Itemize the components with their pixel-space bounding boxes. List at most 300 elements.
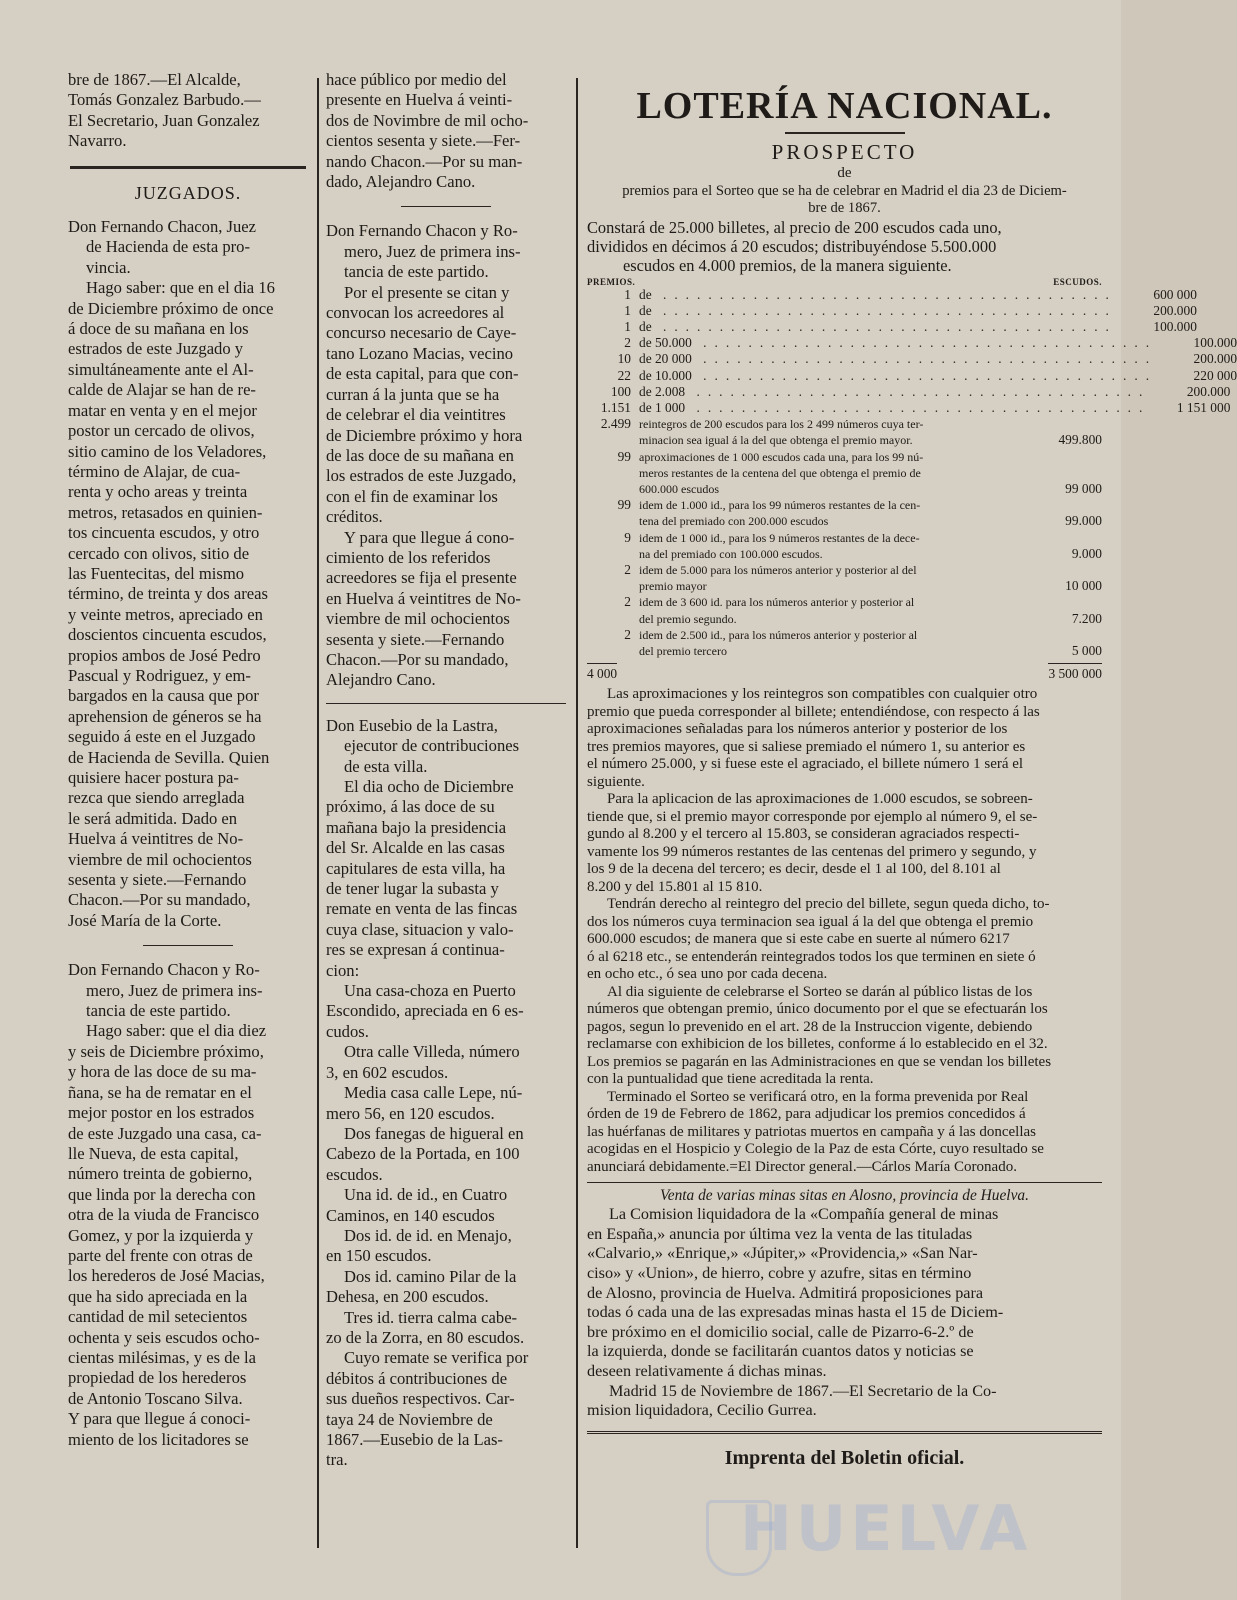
- text-line: los herederos de José Macias,: [68, 1266, 265, 1286]
- text-line: reclamarse con exhibicion de los billetes, conforme á lo establecido en el 32.: [587, 1036, 1048, 1053]
- text-line: cion:: [326, 960, 360, 980]
- prize-desc: [631, 335, 1157, 351]
- text-line: 3, en 602 escudos.: [326, 1062, 449, 1082]
- finca-item: [326, 1267, 566, 1308]
- prize-desc-text: de: [639, 286, 652, 302]
- text-line: tra.: [326, 1450, 348, 1470]
- text-line: á doce de su mañana en los: [68, 319, 249, 339]
- lottery-paragraph: [587, 1089, 1102, 1177]
- text-line: aprehension de géneros se ha: [68, 706, 262, 726]
- text-line: metros, retasados en quinien-: [68, 502, 263, 522]
- lottery-paragraph: [587, 791, 1102, 896]
- column-1: [68, 70, 308, 1450]
- text-line: dos de Novimbre de mil ocho-: [326, 110, 529, 130]
- text-line: ó al 6218 etc., se entenderán reintegrados todos los que terminen en siete ó: [587, 948, 1036, 965]
- prize-amount: 9.000: [1071, 545, 1102, 561]
- prize-count: 22: [617, 367, 631, 383]
- text-line: que linda por la derecha con: [68, 1184, 256, 1204]
- prize-desc-line: meros restantes de la centena del que obtenga el premio de: [639, 465, 921, 480]
- finca-item: [326, 1308, 566, 1349]
- text-line: aproximaciones señaladas para los números anterior y posterior de los: [587, 721, 1008, 738]
- prize-desc-text: de 10.000: [639, 367, 692, 383]
- prize-amount: 200.000: [1153, 302, 1197, 318]
- leader-dots: ........................................: [691, 335, 1158, 351]
- prize-desc-line: idem de 3 600 id. para los números anterior y posterior al: [639, 595, 915, 610]
- text-line: remate en venta de las fincas: [326, 899, 518, 919]
- leader-dots: ........................................: [691, 367, 1158, 383]
- lottery-intro-line: escudos en 4.000 premios, de la manera siguiente.: [623, 255, 952, 275]
- notice-eusebio-lastra: [326, 716, 566, 1471]
- text-line: bargados en la causa que por: [68, 686, 259, 706]
- prize-table: [587, 286, 1237, 660]
- prize-desc-text: de 2.008: [639, 383, 686, 399]
- lottery-intro: [587, 218, 1102, 275]
- prize-row: [587, 286, 1197, 303]
- text-line: El dia ocho de Diciembre: [344, 777, 514, 796]
- text-line: propios ambos de José Pedro: [68, 645, 261, 665]
- title-ornament: [785, 132, 905, 134]
- text-line: todas ó cada una de las expresadas minas hasta el 15 de Diciem-: [587, 1303, 1004, 1322]
- text-line: Otra calle Villeda, número: [344, 1042, 520, 1062]
- text-line: renta y ocho areas y treinta: [68, 482, 248, 502]
- text-line: y veinte metros, apreciado en: [68, 604, 263, 624]
- text-line: cientos sesenta y siete.—Fer-: [326, 131, 521, 151]
- leader-dots: ........................................: [685, 383, 1151, 399]
- prize-count: 1: [624, 286, 631, 302]
- text-line: término, de treinta y dos areas: [68, 584, 268, 604]
- prize-row: [587, 497, 1102, 529]
- text-line: tres premios mayores, que si saliese premiado el número 1, su anterior es: [587, 738, 1026, 755]
- text-line: las huérfanas de militares y patriotas muertos en campaña y á las doncellas: [587, 1123, 1037, 1140]
- prize-count: 99: [617, 448, 631, 464]
- prize-desc-line: idem de 1.000 id., para los 99 números restantes de la cen-: [639, 498, 921, 513]
- text-line: dado, Alejandro Cano.: [326, 172, 476, 192]
- text-line: Y para que llegue á cono-: [344, 527, 515, 547]
- prize-count: 2: [624, 626, 631, 642]
- text-line: ochenta y seis escudos ocho-: [68, 1327, 260, 1347]
- text-line: en Huelva á veintitres de No-: [326, 588, 521, 608]
- text-line: presente en Huelva á veinti-: [326, 90, 513, 110]
- prize-amount: 220 000: [1193, 367, 1237, 383]
- text-line: Dos id. de id. en Menajo,: [344, 1225, 512, 1245]
- lottery-paragraph: [587, 686, 1102, 791]
- leader-dots: ........................................: [651, 318, 1117, 334]
- text-line: Por el presente se citan y: [344, 282, 510, 302]
- text-line: José María de la Corte.: [68, 910, 222, 930]
- text-line: gundo al 8.200 y el tercero al 15.803, se consideran agraciados respecti-: [587, 826, 1020, 843]
- text-line: números que obtengan premio, único documento por el que se efectuarán los: [587, 1001, 1048, 1018]
- notice-divider: [143, 945, 233, 946]
- text-line: capitulares de esta villa, ha: [326, 858, 506, 878]
- lottery-intro-line: Constará de 25.000 billetes, al precio de 200 escudos cada uno,: [587, 217, 1002, 237]
- prize-row: [587, 399, 1231, 416]
- text-line: viembre de mil ochocientos: [68, 849, 252, 869]
- text-line: Chacon.—Por su mandado,: [68, 890, 251, 910]
- prize-row: [587, 383, 1231, 400]
- prize-row: [587, 351, 1237, 367]
- prize-desc-line: reintegros de 200 escudos para los 2 499 números cuya ter-: [639, 417, 924, 432]
- text-line: de Antonio Toscano Silva.: [68, 1388, 243, 1408]
- text-line: propiedad de los herederos: [68, 1368, 247, 1388]
- text-line: cientas milésimas, y es de la: [68, 1347, 257, 1367]
- text-line: Chacon.—Por su mandado,: [326, 649, 509, 669]
- prize-table-header: [587, 277, 1102, 287]
- text-line: vamente los 99 números restantes de las centenas del primero y segundo, y: [587, 843, 1037, 860]
- column-3: [587, 70, 1237, 1470]
- text-line: zo de la Zorra, en 80 escudos.: [326, 1327, 525, 1347]
- text-line: postor un cercado de olivos,: [68, 421, 255, 441]
- leader-dots: ........................................: [685, 399, 1151, 415]
- prize-desc: [631, 384, 1150, 400]
- notice-intro-line: ejecutor de contribuciones: [344, 736, 520, 756]
- prize-desc: [631, 594, 1022, 626]
- prize-amount: 99 000: [1065, 480, 1102, 496]
- text-line: Al dia siguiente de celebrarse el Sorteo se darán al público listas de los: [607, 983, 1033, 1000]
- column-rule: [317, 78, 319, 1548]
- prize-desc: [631, 449, 1022, 498]
- prize-row: [587, 562, 1102, 594]
- text-line: hace público por medio del: [326, 70, 507, 89]
- finca-item: [326, 1185, 566, 1226]
- minas-title: Venta de varias minas sitas en Alosno, provincia de Huelva.: [660, 1187, 1029, 1205]
- text-line: Las aproximaciones y los reintegros son compatibles con cualquier otro: [607, 686, 1038, 703]
- text-line: que ha sido apreciada en la: [68, 1286, 248, 1306]
- text-line: doscientos cincuenta escudos,: [68, 625, 267, 645]
- finca-item: [326, 1042, 566, 1083]
- text-line: escudos.: [326, 1164, 383, 1184]
- text-line: sesenta y siete.—Fernando: [68, 870, 247, 890]
- prize-desc: [631, 287, 1117, 303]
- text-line: cimiento de los referidos: [326, 547, 491, 567]
- text-line: Hago saber: que en el dia 16: [86, 278, 275, 298]
- text-line: del Sr. Alcalde en las casas: [326, 838, 505, 858]
- text-line: créditos.: [326, 507, 383, 527]
- prize-desc-line: minacion sea igual á la del que obtenga el premio mayor.: [639, 433, 913, 448]
- notice-intro-line: vincia.: [86, 257, 131, 277]
- section-divider: [587, 1182, 1102, 1183]
- text-line: Dehesa, en 200 escudos.: [326, 1287, 489, 1307]
- text-line: en España,» anuncia por última vez la venta de las tituladas: [587, 1224, 973, 1243]
- prize-desc-text: de 1 000: [639, 399, 686, 415]
- notice-divider: [326, 703, 566, 704]
- notice-fernando-chacon-hacienda: [68, 217, 308, 931]
- notice-intro-line: mero, Juez de primera ins-: [344, 241, 521, 261]
- text-line: le será admitida. Dado en: [68, 808, 238, 828]
- text-line: 600.000 escudos; de manera que si este cabe en suerte al número 6217: [587, 931, 1010, 948]
- notice-intro-line: de Hacienda de esta pro-: [86, 237, 251, 257]
- prize-count: 1: [624, 302, 631, 318]
- prize-desc-text: de: [639, 302, 652, 318]
- prize-amount: 5 000: [1071, 642, 1102, 658]
- prize-desc-line: tena del premiado con 200.000 escudos: [639, 514, 829, 529]
- leader-dots: ........................................: [651, 286, 1117, 302]
- text-line: en ocho etc., ó sea uno por cada decena.: [587, 966, 828, 983]
- total-premios: 4 000: [587, 663, 617, 682]
- text-line: Tendrán derecho al reintegro del precio del billete, segun queda dicho, to-: [607, 896, 1050, 913]
- text-line: las Fuentecitas, del mismo: [68, 563, 245, 583]
- text-line: nando Chacon.—Por su man-: [326, 151, 523, 171]
- text-line: Media casa calle Lepe, nú-: [344, 1083, 523, 1103]
- text-line: ciso» y «Union», de hierro, cobre y azufre, sitas en término: [587, 1263, 972, 1282]
- text-line: de Alosno, provincia de Huelva. Admitirá proposiciones para: [587, 1283, 984, 1302]
- prize-count: 1.151: [600, 399, 631, 415]
- text-line: de celebrar el dia veintitres: [326, 405, 506, 425]
- text-line: de tener lugar la subasta y: [326, 879, 499, 899]
- prize-row: [587, 627, 1102, 659]
- text-line: de Hacienda de Sevilla. Quien: [68, 747, 270, 767]
- text-line: Madrid 15 de Noviembre de 1867.—El Secretario de la Co-: [609, 1381, 997, 1400]
- notice-intro-line: Don Fernando Chacon, Juez: [68, 217, 257, 237]
- text-line: concurso necesario de Caye-: [326, 323, 517, 343]
- column-rule: [576, 78, 578, 1548]
- text-line: número treinta de gobierno,: [68, 1164, 253, 1184]
- text-line: los estrados de este Juzgado,: [326, 466, 517, 486]
- text-line: Dos id. camino Pilar de la: [344, 1266, 517, 1286]
- text-line: Navarro.: [68, 131, 127, 151]
- text-line: estrados de este Juzgado y: [68, 339, 244, 359]
- text-line: taya 24 de Noviembre de: [326, 1409, 493, 1429]
- text-line: de Diciembre próximo de once: [68, 298, 274, 318]
- text-line: bre de 1867.: [808, 200, 881, 216]
- text-line: tos cincuenta escudos, y otro: [68, 523, 260, 543]
- text-line: premio que pueda corresponder al billete; entendiéndose, con respecto á las: [587, 703, 1040, 720]
- text-line: Tres id. tierra calma cabe-: [344, 1307, 518, 1327]
- text-line: bre próximo en el domicilio social, calle de Pizarro-6-2.º de: [587, 1322, 974, 1341]
- prospecto-de: de: [837, 165, 852, 181]
- prize-count: 2: [624, 561, 631, 577]
- prize-desc-text: de 50.000: [639, 335, 692, 351]
- text-line: Cabezo de la Portada, en 100: [326, 1144, 520, 1164]
- text-line: deseen relativamente á dichas minas.: [587, 1361, 827, 1380]
- text-line: sesenta y siete.—Fernando: [326, 629, 505, 649]
- prize-desc-line: 600.000 escudos: [639, 481, 719, 496]
- text-line: convocan los acreedores al: [326, 303, 505, 323]
- finca-item: [326, 1083, 566, 1124]
- text-line: Y para que llegue á conoci-: [68, 1409, 251, 1429]
- minas-notice: [587, 1205, 1102, 1421]
- text-line: órden de 19 de Febrero de 1862, para adjudicar los premios concedidos á: [587, 1106, 1026, 1123]
- text-line: «Calvario,» «Enrique,» «Júpiter,» «Providencia,» «San Nar-: [587, 1244, 978, 1263]
- text-line: sus dueños respectivos. Car-: [326, 1389, 515, 1409]
- text-line: 1867.—Eusebio de la Las-: [326, 1430, 503, 1449]
- col-escudos-label: ESCUDOS.: [1053, 276, 1102, 287]
- prize-desc: [631, 416, 1022, 448]
- text-line: de Diciembre próximo y hora: [326, 425, 523, 445]
- text-line: cudos.: [326, 1021, 369, 1041]
- lottery-paragraphs: [587, 686, 1102, 1176]
- text-line: tano Lozano Macias, vecino: [326, 343, 514, 363]
- text-line: curran á la junta que se ha: [326, 384, 500, 404]
- text-line: Pascual y Rodriguez, y em-: [68, 665, 251, 685]
- prize-count: 100: [610, 383, 631, 399]
- prize-desc-line: idem de 5.000 para los números anterior y posterior al del: [639, 562, 917, 577]
- notice-intro-line: tancia de este partido.: [86, 1001, 231, 1021]
- text-line: mision liquidadora, Cecilio Gurrea.: [587, 1401, 817, 1420]
- text-line: término de Alajar, de cua-: [68, 461, 241, 481]
- notice-divider: [401, 206, 491, 207]
- text-line: en 150 escudos.: [326, 1246, 432, 1266]
- text-line: con el fin de examinar los: [326, 486, 498, 506]
- text-line: Los premios se pagarán en las Administraciones en que se vendan los billetes: [587, 1053, 1052, 1070]
- text-line: res se expresan á continua-: [326, 940, 505, 960]
- prize-desc-line: aproximaciones de 1 000 escudos cada una, para los 99 nú-: [639, 449, 924, 464]
- watermark-shield-icon: [706, 1500, 772, 1576]
- text-line: Una id. de id., en Cuatro: [344, 1185, 508, 1205]
- text-line: cercado con olivos, sitio de: [68, 543, 250, 563]
- prize-row: [587, 594, 1102, 626]
- text-line: Huelva á veintitres de No-: [68, 829, 244, 849]
- prize-count: 2: [624, 594, 631, 610]
- text-line: mañana bajo la presidencia: [326, 817, 507, 837]
- leader-dots: ........................................: [691, 351, 1158, 367]
- text-line: seguido á este en el Juzgado: [68, 727, 256, 747]
- prize-desc: [631, 303, 1117, 319]
- section-heading-juzgados: JUZGADOS.: [134, 182, 242, 203]
- text-line: parte del frente con otras de: [68, 1245, 253, 1265]
- text-line: viembre de mil ochocientos: [326, 609, 510, 629]
- notice-concurso-acreedores: [326, 221, 566, 690]
- text-line: de esta capital, para que con-: [326, 364, 519, 384]
- text-line: y seis de Diciembre próximo,: [68, 1041, 264, 1061]
- prize-desc-line: idem de 1 000 id., para los 9 números restantes de la dece-: [639, 530, 920, 545]
- prize-count: 99: [617, 497, 631, 513]
- text-line: calde de Alajar se han de re-: [68, 380, 256, 400]
- prize-count: 9: [624, 529, 631, 545]
- text-line: ñana, se ha de rematar en el: [68, 1082, 252, 1102]
- notice-intro-line: Don Fernando Chacon y Ro-: [68, 960, 260, 980]
- text-line: otra de la viuda de Francisco: [68, 1205, 260, 1225]
- text-line: de este Juzgado una casa, ca-: [68, 1123, 262, 1143]
- footer-rule: [587, 1431, 1102, 1435]
- prize-row: [587, 302, 1197, 319]
- text-line: tiende que, si el premio mayor corresponde por ejemplo al número 9, el se-: [587, 808, 1038, 825]
- finca-item: [326, 1348, 566, 1470]
- prize-count: 2.499: [600, 416, 631, 432]
- column-2: [326, 70, 566, 1471]
- text-line: Una casa-choza en Puerto: [344, 981, 516, 1001]
- col2-top-text: [326, 70, 566, 192]
- text-line: miento de los licitadores se: [68, 1429, 249, 1449]
- text-line: Caminos, en 140 escudos: [326, 1205, 495, 1225]
- prize-amount: 100.000: [1153, 318, 1197, 334]
- prize-desc: [631, 497, 1022, 529]
- notice-fernando-chacon-casa: [68, 960, 308, 1450]
- imprenta-footer: Imprenta del Boletin oficial.: [724, 1446, 965, 1469]
- prize-amount: 200.000: [1186, 383, 1231, 399]
- text-line: cuya clase, situacion y valo-: [326, 919, 514, 939]
- prize-row: [587, 335, 1237, 351]
- notice-intro-line: mero, Juez de primera ins-: [86, 980, 263, 1000]
- text-line: la izquierda, donde se facilitarán cuantos datos y noticias se: [587, 1342, 974, 1361]
- prize-count: 2: [624, 335, 631, 351]
- text-line: 8.200 y del 15.801 al 15 810.: [587, 878, 763, 895]
- lottery-intro-line: divididos en décimos á 20 escudos; distribuyéndose 5.500.000: [587, 236, 997, 256]
- text-line: los 9 de la decena del tercero; es decir, desde el 1 al 100, del 8.101 al: [587, 861, 1001, 878]
- text-line: sitio camino de los Veladores,: [68, 441, 267, 461]
- prize-desc: [631, 562, 1022, 594]
- text-line: débitos á contribuciones de: [326, 1368, 508, 1388]
- col-premios-label: PREMIOS.: [587, 276, 636, 287]
- prize-amount: 200.000: [1193, 351, 1237, 367]
- finca-item: [326, 1124, 566, 1185]
- text-line: y hora de las doce de su ma-: [68, 1062, 257, 1082]
- prize-row: [587, 367, 1237, 384]
- leader-dots: ........................................: [651, 302, 1117, 318]
- prize-desc-line: del premio segundo.: [639, 611, 737, 626]
- prospecto-heading: PROSPECTO: [771, 140, 918, 164]
- total-escudos: 3 500 000: [1048, 663, 1102, 682]
- text-line: simultáneamente ante el Al-: [68, 359, 254, 379]
- text-line: quisiere hacer postura pa-: [68, 768, 239, 787]
- notice-intro-line: de esta villa.: [344, 756, 428, 776]
- prize-desc-line: premio mayor: [639, 579, 707, 594]
- text-line: el número 25.000, y si fuese este el agraciado, el billete número 1 será el: [587, 756, 1024, 773]
- prize-row: [587, 416, 1102, 448]
- text-line: acreedores se fija el presente: [326, 568, 517, 588]
- prize-desc: [631, 351, 1157, 367]
- prize-desc-line: idem de 2.500 id., para los números anterior y posterior al: [639, 627, 918, 642]
- prize-desc: [631, 627, 1022, 659]
- watermark: HUELVA: [740, 1492, 1032, 1565]
- text-line: pagos, segun lo prevenido en el art. 28 de la Instruccion vigente, debiendo: [587, 1018, 1033, 1035]
- prize-desc: [631, 530, 1022, 562]
- text-line: siguiente.: [587, 773, 645, 790]
- text-line: lle Nueva, de esta capital,: [68, 1143, 239, 1163]
- text-line: de las doce de su mañana en: [326, 445, 514, 465]
- text-line: mejor postor en los estrados: [68, 1103, 255, 1123]
- prize-row: [587, 318, 1197, 335]
- text-line: rezca que siendo arreglada: [68, 788, 245, 808]
- notice-intro-line: Don Fernando Chacon y Ro-: [326, 221, 518, 241]
- prize-count: 1: [624, 318, 631, 334]
- prize-totals: [587, 663, 1102, 682]
- notice-intro-line: Don Eusebio de la Lastra,: [326, 715, 498, 735]
- text-line: cantidad de mil setecientos: [68, 1307, 248, 1327]
- text-line: mero 56, en 120 escudos.: [326, 1103, 495, 1123]
- prize-desc: [631, 368, 1157, 384]
- prize-row: [587, 449, 1102, 498]
- text-line: bre de 1867.—El Alcalde,: [68, 70, 241, 89]
- text-line: próximo, á las doce de su: [326, 797, 495, 817]
- lottery-title: LOTERÍA NACIONAL.: [636, 85, 1053, 127]
- prize-desc-line: na del premiado con 100.000 escudos.: [639, 546, 823, 561]
- prize-count: 10: [617, 351, 631, 367]
- text-line: matar en venta y en el mejor: [68, 400, 257, 420]
- text-line: Tomás Gonzalez Barbudo.—: [68, 90, 261, 110]
- text-line: dos los números cuya terminacion sea igual á la del que obtenga el premio: [587, 913, 1034, 930]
- prize-amount: 99.000: [1065, 513, 1102, 529]
- finca-item: [326, 981, 566, 1042]
- prize-desc-text: de: [639, 318, 652, 334]
- prize-desc-text: de 20 000: [639, 351, 692, 367]
- text-line: El Secretario, Juan Gonzalez: [68, 110, 260, 130]
- text-line: acogidas en el Hospicio y Colegio de la Paz de esta Córte, cuyo resultado se: [587, 1141, 1044, 1158]
- prize-amount: 7.200: [1071, 610, 1102, 626]
- section-divider: [70, 166, 306, 169]
- text-line: Para la aplicacion de las aproximaciones de 1.000 escudos, se sobreen-: [607, 791, 1033, 808]
- text-line: Escondido, apreciada en 6 es-: [326, 1001, 524, 1021]
- prize-desc-line: del premio tercero: [639, 643, 727, 658]
- finca-item: [326, 1226, 566, 1267]
- text-line: con la puntualidad que tiene acreditada la renta.: [587, 1071, 874, 1088]
- prize-desc: [631, 319, 1117, 335]
- prize-amount: 10 000: [1065, 578, 1102, 594]
- prize-amount: 1 151 000: [1176, 399, 1231, 415]
- text-line: anunciará debidamente.=El Director general.—Cárlos María Coronado.: [587, 1158, 1017, 1175]
- lottery-paragraph: [587, 896, 1102, 984]
- text-line: Dos fanegas de higueral en: [344, 1123, 524, 1143]
- text-line: Hago saber: que el dia diez: [86, 1021, 267, 1041]
